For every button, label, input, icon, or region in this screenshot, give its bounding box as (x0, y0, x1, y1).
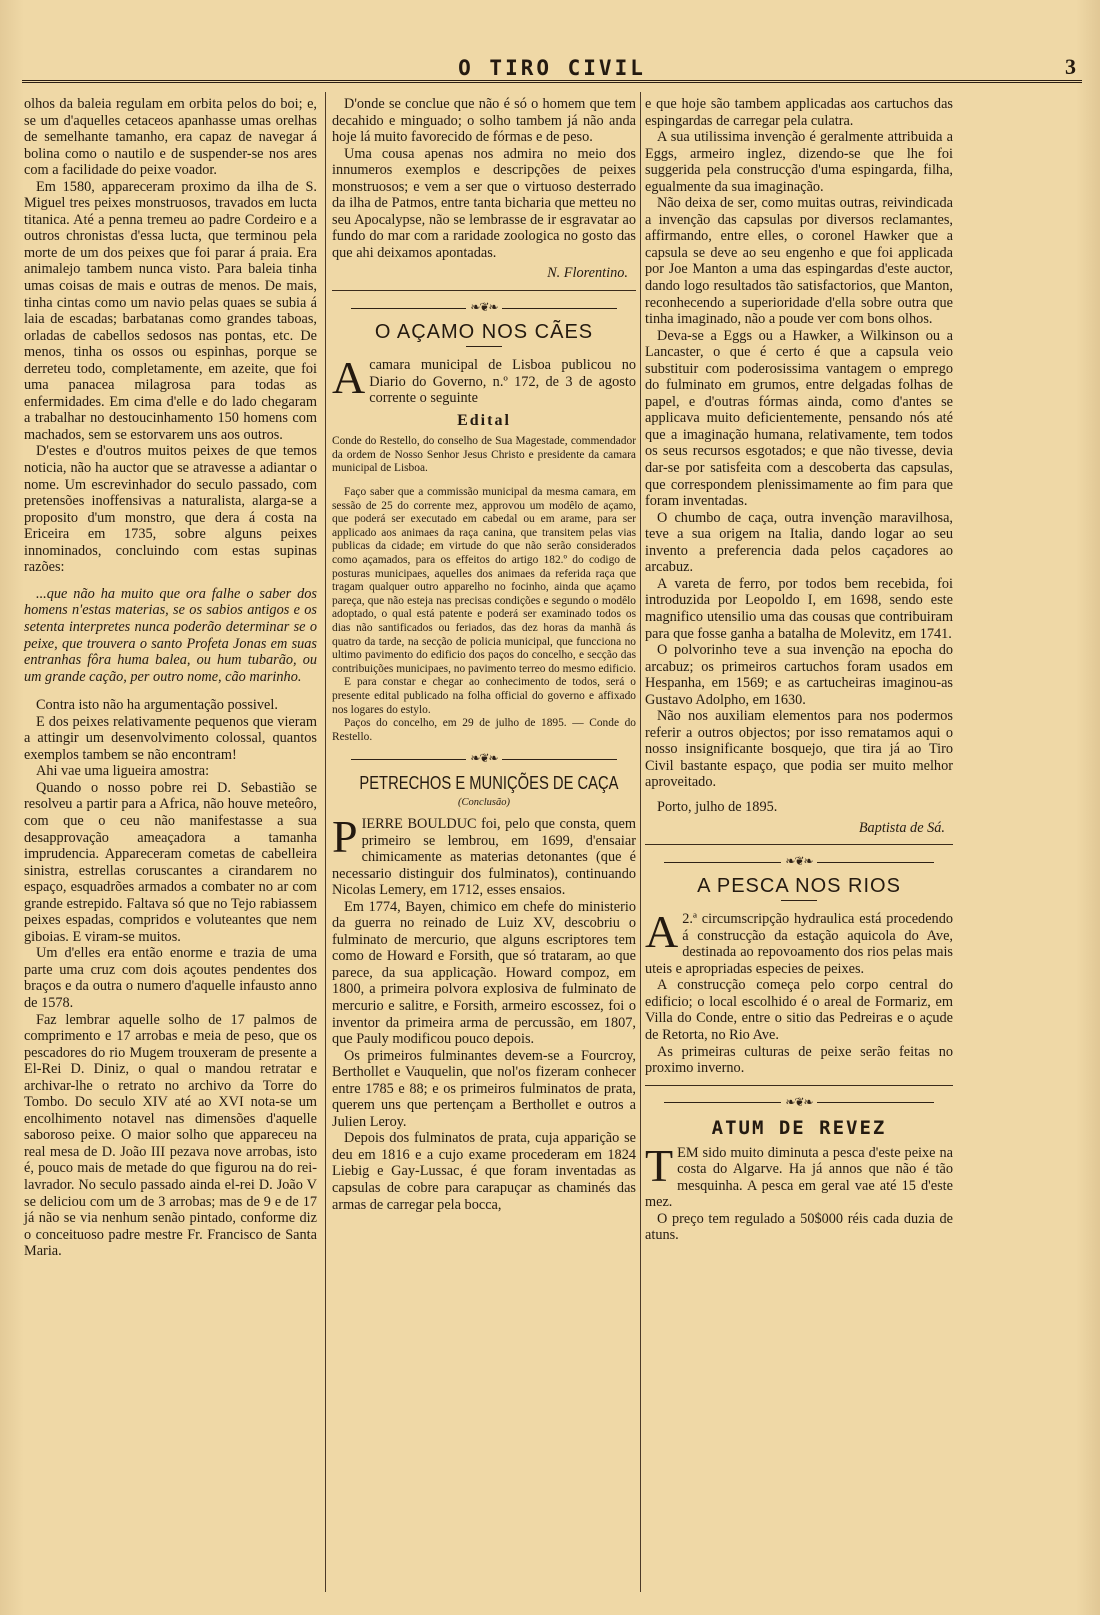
ornament-divider: ❧❦❧ (645, 1094, 953, 1111)
paragraph: Quando o nosso pobre rei D. Sebastião se resolveu a partir para a Africa, não houve meteôro, com que o ceu não manifestasse a sua desapprovação ameaçadora a tamanha imprudencia. Appareceram cometas de cabelleira sinistra, estrellas coruscantes a cirandarem no espaço, esquadrões armados a combater no ar com grande estrepido. Faltava só que no Tejo rabiassem peixes espadas, compridos e voluteantes que nem giboias. E viram-se muitos. (24, 779, 317, 945)
paragraph: IERRE BOULDUC foi, pelo que consta, quem primeiro se lembrou, em 1699, d'ensaiar chimicamente as materias detonantes (que é necessario distinguir dos fulminatos), continuando Nicolas Lemery, em 1712, esses ensaios. (332, 816, 636, 899)
paragraph: Não nos auxiliam elementos para nos podermos referir a outros objectos; por isso rematamos aqui o nosso insignificante bosquejo, que tira já ao Tiro Civil bastante espaço, que podia ser muito melhor aproveitado. (645, 708, 953, 791)
paragraph: Depois dos fulminatos de prata, cuja apparição se deu em 1816 e a cujo exame procederam em 1824 Liebig e Gay-Lussac, é que foram inventadas as capsulas de cobre para carapuçar as chaminés das armas de carregar pela bocca, (332, 1130, 636, 1213)
paragraph: EM sido muito diminuta a pesca d'este peixe na costa do Algarve. Ha já annos que não é tão mesquinha. A pesca em geral vae até 15 d'este mez. (645, 1144, 953, 1211)
paragraph: O preço tem regulado a 50$000 réis cada duzia de atuns. (645, 1210, 953, 1244)
paragraph: E para constar e chegar ao conhecimento de todos, será o presente edital publicado na folha official do governo e affixado nos logares do estylo. (332, 676, 636, 716)
paragraph: A construcção começa pelo corpo central do edificio; o local escolhido é o areal de Formariz, em Villa do Conde, entre o sitio das Pedreiras e o açude de Retorta, no Rio Ave. (645, 977, 953, 1043)
article-heading: A PESCA NOS RIOS (697, 874, 901, 897)
paragraph: A vareta de ferro, por todos bem recebida, foi introduzida por Leopoldo I, em 1698, sendo este magnifico utensilio uma das cousas que contribuiram para que fosse ganha a batalha de Molevitz, em 1741. (645, 575, 953, 642)
article-heading: ATUM DE REVEZ (711, 1117, 887, 1140)
paragraph: Em 1580, appareceram proximo da ilha de S. Miguel tres peixes monstruosos, travados em lucta titanica. Até a penna tremeu ao padre Cordeiro e a outros chronistas d'essa lucta, que terminou pela morte de um dos peixes que foi parar á praia. Era animalejo tambem nunca visto. Para baleia tinha umas coisas de mais e outras de menos. De mais, tinha cintas como um navio pelas quaes se subia á laia de escadas; barbatanas como grandes taboas, orladas de cabellos sedosos nas pontas, etc. De menos, tinha os ossos ou espinhas, porque se derreteu todo, completamente, em azeite, que foi uma panacea milagrosa para todas as enfermidades. Em cima d'elle e do lado chegaram a trabalhar no destoucinhamento 150 homens com machados, sem se estorvarem uns aos outros. (24, 178, 317, 443)
article-heading: PETRECHOS E MUNIÇÕES DE CAÇA (359, 772, 619, 793)
edital-body (332, 435, 636, 744)
section-rule (645, 844, 953, 845)
paragraph: As primeiras culturas de peixe serão feitas no proximo inverno. (645, 1043, 953, 1077)
paragraph: D'estes e d'outros muitos peixes de que temos noticia, não ha auctor que se atravesse a adiantar o nome. Um escrevinhador do seculo passado, com pretensões inoffensivas a naturalista, alarga-se a proposito d'um monstro, que dera á costa na Ericeira em 1735, sobre alguns peixes innominados, concluindo com estas supinas razões: (24, 443, 317, 576)
article-heading: O AÇAMO NOS CÃES (374, 320, 594, 343)
drop-cap: T (645, 1139, 674, 1191)
paragraph: Não deixa de ser, como muitas outras, reivindicada a invenção das capsulas por diversos reclamantes, affirmando, entre elles, o coronel Hawker que a capsula se deve ao seu engenho e que foi applicada por Joe Manton a uma das espingardas d'este auctor, dando logo resultados tão satisfactorios, que Manton, reconhecendo a superioridade d'ella sobre outra que tinha imaginado, não a poude ver com bons olhos. (645, 195, 953, 328)
dateline: Porto, julho de 1895. (657, 798, 778, 815)
paragraph: Faço saber que a commissão municipal da mesma camara, em sessão de 25 do corrente mez, approvou um modêlo de açamo, que poderá ser executado em cabedal ou em arame, para ser applicado aos animaes da raça canina, que transitem pelas vias publicas da cidade; em virtude do que não serão considerados como açamados, para os effeitos do artigo 182.º do codigo de posturas municipaes, aquelles dos animaes da referida raça que tragam qualquer outro apparelho no focinho, ainda que açamo pareça, que não esteja nas precisas condições e segundo o modêlo adoptado, o qual está patente e poderá ser examinado todos os dias não santificados ou feriados, das dez horas da manhã ás quatro da tarde, na secção de policia municipal, que funcciona no ultimo pavimento do edificio dos paços do concelho, e secção das contribuições municipaes, no pavimento terreo do mesmo edificio. (332, 486, 636, 675)
ornament-divider: ❧❦❧ (332, 299, 636, 316)
column-1 (24, 96, 317, 1260)
paragraph: Ahi vae uma ligueira amostra: (36, 763, 210, 780)
paragraph: Faz lembrar aquelle solho de 17 palmos de comprimento e 17 arrobas e meia de peso, que os pescadores do rio Mugem trouxeram de presente a El-Rei D. Diniz, o qual o mandou retratar e archivar-lhe o retrato no archivo da Torre do Tombo. Do seculo XIV até ao XVI nota-se um encolhimento notavel nas dimensões d'aquelle saboroso peixe. O maior solho que appareceu na real mesa de D. João III pezava nove arrobas, isto é, pouco mais de metade do que figurou na do rei-lavrador. No seculo passado ainda el-rei D. João V se deliciou com um de 3 arrobas; mas de 9 e de 17 já não se via nenhum senão pintado, conforme diz o conceituoso padre mestre Fr. Francisco de Santa Maria. (24, 1011, 317, 1260)
column-divider-1 (325, 92, 326, 1592)
column-3 (645, 96, 953, 1244)
masthead-rule (22, 80, 1082, 83)
section-rule (332, 290, 636, 291)
paragraph: 2.ª circumscripção hydraulica está procedendo á construcção da estação aquicola do Ave, destinada ao repovoamento dos rios pelas mais uteis e apropriadas especies de peixes. (645, 911, 953, 977)
quote: ...que não ha muito que ora falhe o saber dos homens n'estas materias, se os sabios antigos e os setenta interpretes nunca poderão determinar se o peixe, que trouvera o santo Profeta Jonas em suas entranhas fôra huma balea, ou hum tubarão, ou um grande cação, per outro nome, cão marinho. (24, 585, 317, 685)
paragraph: olhos da baleia regulam em orbita pelos do boi; e, se um d'aquelles cetaceos apanhasse umas orelhas de semelhante tamanho, era capaz de navegar á bolina como o nautilo e de suspender-se nos ares com a facilidade do peixe voador. (24, 96, 317, 179)
column-2 (332, 96, 636, 1213)
paragraph: Contra isto não ha argumentação possivel. (36, 697, 278, 714)
page-number: 3 (1065, 54, 1076, 79)
newspaper-title: O TIRO CIVIL (458, 56, 646, 80)
paragraph: O chumbo de caça, outra invenção maravilhosa, teve a sua origem na Italia, dando logar ao seu invento a preferencia dada pelos caçadores ao arcabuz. (645, 509, 953, 576)
paragraph: camara municipal de Lisboa publicou no Diario do Governo, n.º 172, de 3 de agosto corrente o seguinte (369, 357, 636, 407)
paragraph: Em 1774, Bayen, chimico em chefe do ministerio da guerra no reinado de Luiz XV, descobriu o fulminato de mercurio, que alguns escriptores tem como de Howard e Forsith, que só trataram, ao que parece, da sua applicação. Howard compoz, em 1800, a primeira polvora explosiva de fulminato de mercurio e salitre, e Forsith, armeiro escossez, foi o inventor da primeira arma de percussão, em 1807, que Pauly modificou pouco depois. (332, 898, 636, 1048)
column-divider-2 (640, 92, 641, 1592)
author-signature: Baptista de Sá. (858, 819, 945, 836)
paragraph: Os primeiros fulminantes devem-se a Fourcroy, Berthollet e Vauquelin, que nol'os fizeram conhecer entre 1785 e 88; e os primeiros fulminatos de prata, querem uns que pertençam a Berthollet e outros a Julien Leroy. (332, 1047, 636, 1130)
paragraph: A sua utilissima invenção é geralmente attribuida a Eggs, armeiro inglez, dizendo-se que lhe foi suggerida pela construcção d'uma espingarda, filha, egualmente da sua imaginação. (645, 129, 953, 195)
paragraph: e que hoje são tambem applicadas aos cartuchos das espingardas de carregar pela culatra. (645, 96, 953, 129)
subheading: (Conclusão) (458, 797, 510, 809)
masthead (22, 48, 1082, 82)
paragraph: Conde do Restello, do conselho de Sua Magestade, commendador da ordem de Nosso Senhor Jesus Christo e presidente da camara municipal de Lisboa. (332, 435, 636, 475)
paragraph: Um d'elles era então enorme e trazia de uma parte uma cruz com dois açoutes pendentes dos braços e da outra o numero d'aquelle infausto anno de 1578. (24, 945, 317, 1011)
ornament-divider: ❧❦❧ (645, 853, 953, 870)
drop-cap: A (645, 906, 679, 958)
edital-title: Edital (457, 411, 511, 429)
paragraph: Deva-se a Eggs ou a Hawker, a Wilkinson ou a Lancaster, o que é certo é que a capsula veio substituir com poderosissima vantagem o emprego do fulminato em grumos, entre delgadas folhas de papel, e d'outras fórmas ainda, como d'antes se applicava muito deficientemente, pensando nós até que a imaginação humana, relativamente, tem todos os seus recursos esgotados; e que não tivesse, devia dar-se por satisfeita com a descoberta das capsulas, que correspondem plenissimamente ao fim para que foram inventadas. (645, 327, 953, 510)
heading-rule (781, 900, 817, 901)
paragraph: D'onde se conclue que não é só o homem que tem decahido e minguado; o solho tambem já não anda hoje lá muito favorecido de fórmas e de peso. (332, 96, 636, 146)
ornament-divider: ❧❦❧ (332, 750, 636, 767)
drop-cap: P (332, 811, 358, 862)
paragraph: Paços do concelho, em 29 de julho de 1895. — Conde do Restello. (332, 717, 636, 743)
paragraph: E dos peixes relativamente pequenos que vieram a attingir um desenvolvimento colossal, quantos exemplos tambem se não encontram! (24, 713, 317, 763)
author-signature: N. Florentino. (547, 265, 628, 282)
paragraph: Uma cousa apenas nos admira no meio dos innumeros exemplos e descripções de peixes monstruosos; e vem a ser que o virtuoso desterrado da ilha de Patmos, entre tanta bicharia que metteu no seu Apocalypse, não se lembrasse de ir esgravatar ao fundo do mar com a raridade zoologica no gosto das que ahi deixamos apontadas. (332, 145, 636, 261)
drop-cap: A (332, 352, 366, 404)
heading-rule (466, 346, 502, 347)
paragraph: O polvorinho teve a sua invenção na epocha do arcabuz; os primeiros cartuchos foram usados em Hespanha, em 1569; e as cartucheiras imaginou-as Gustavo Adolpho, em 1630. (645, 642, 953, 708)
section-rule (645, 1085, 953, 1086)
